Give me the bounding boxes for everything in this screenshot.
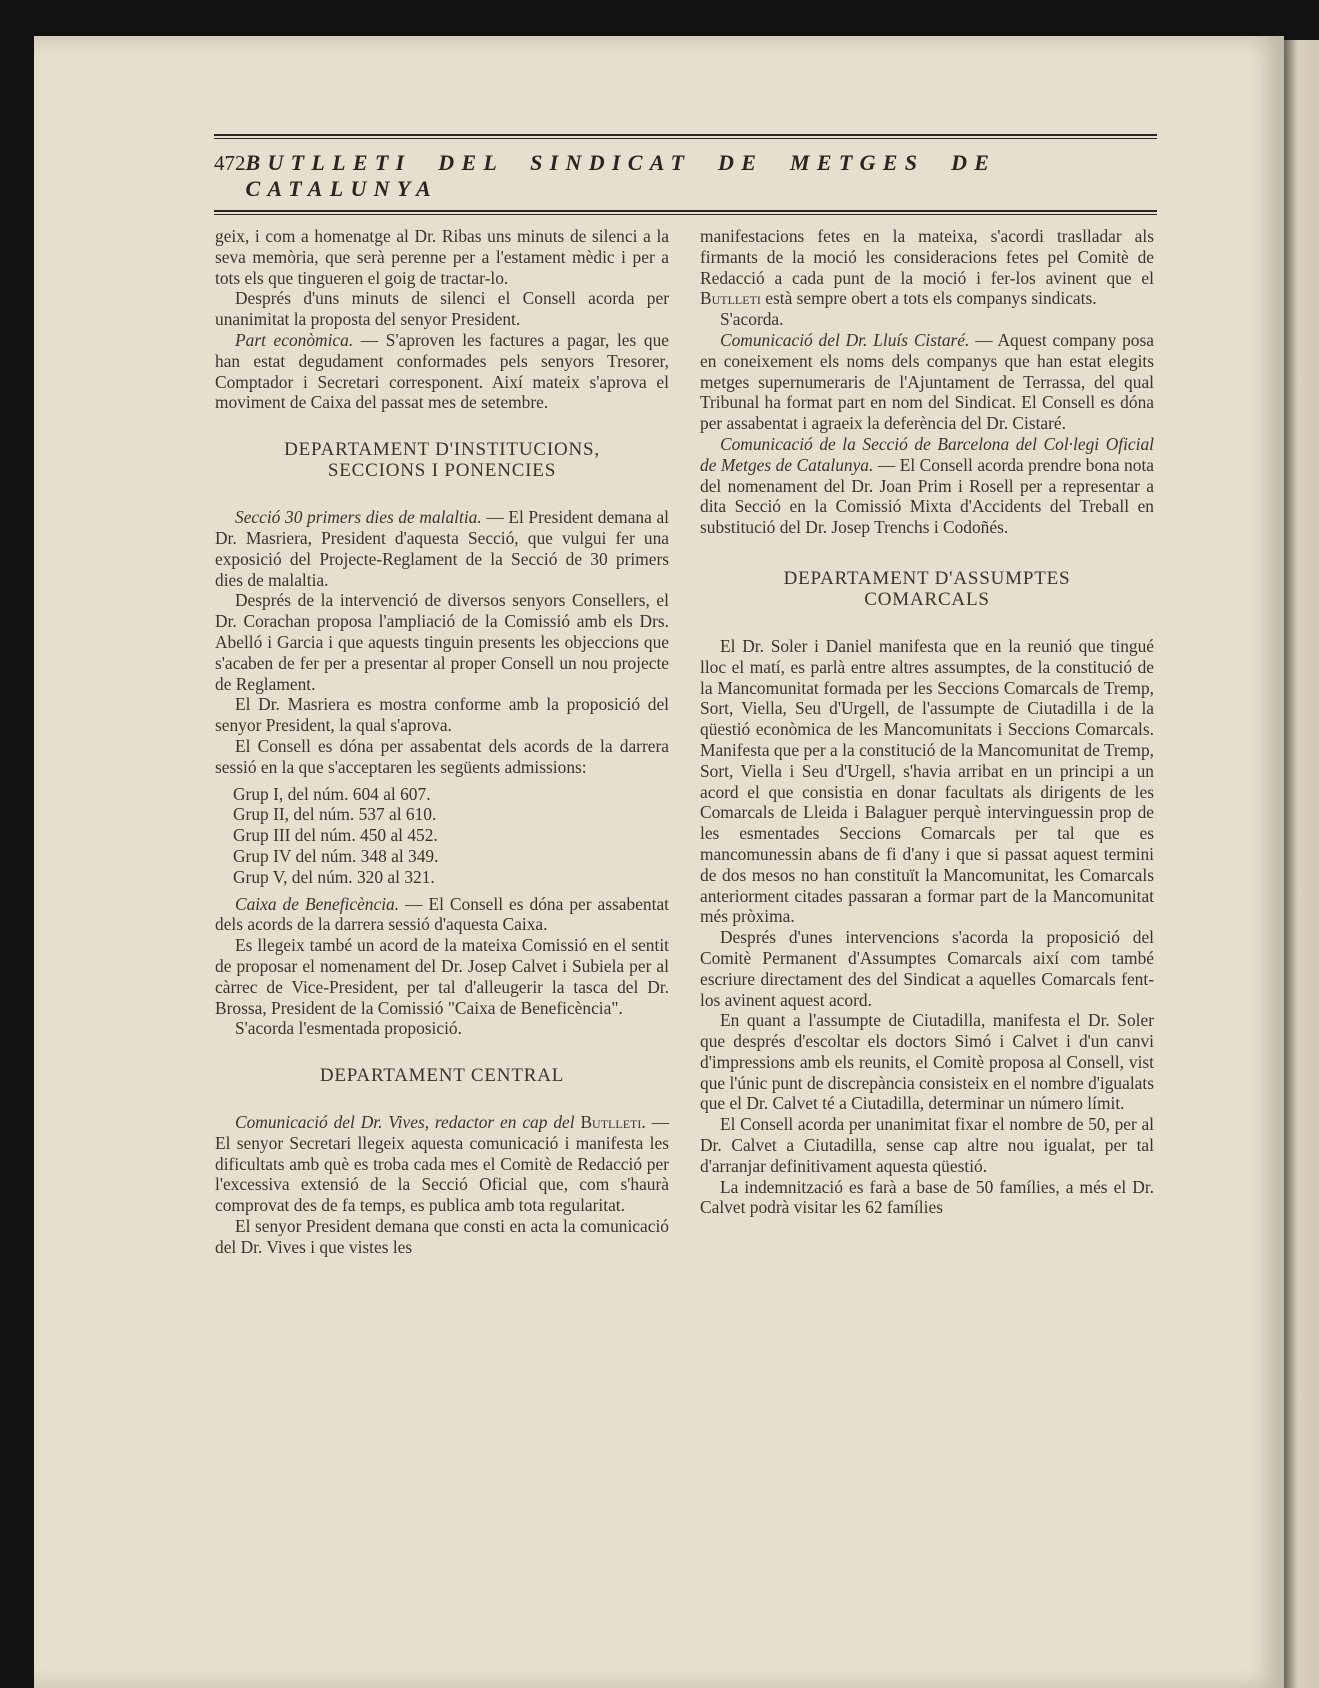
next-page-edge	[1284, 40, 1319, 1688]
paragraph	[700, 226, 1154, 309]
list-item: Grup II, del núm. 537 al 610.	[233, 804, 437, 825]
paragraph: Després d'unes intervencions s'acorda la proposició del Comitè Permanent d'Assumptes Comarcals així com també escriure directament des del Sindicat a aquelles Comarcals fent-los avinent aquest acord.	[700, 927, 1154, 1010]
paragraph: El Consell es dóna per assabentat dels acords de la darrera sessió en la que s'acceptaren les següents admissions:	[215, 735, 669, 777]
paragraph-heading: Caixa de Beneficència.	[235, 893, 400, 914]
paragraph: geix, i com a homenatge al Dr. Ribas uns minuts de silenci a la seva memòria, que serà perenne per a l'estament mèdic i per a tots els que tingueren el goig de tractar-lo.	[215, 226, 669, 288]
paragraph: El senyor President demana que consti en acta la comunicació del Dr. Vives i que vistes les	[215, 1216, 669, 1257]
admissions-list	[215, 784, 669, 888]
paragraph-body: està sempre obert a tots els companys sindicats.	[760, 288, 1097, 309]
paragraph: La indemnització es farà a base de 50 famílies, a més el Dr. Calvet podrà visitar les 62 famílies	[700, 1176, 1154, 1218]
paragraph-heading: Comunicació del Dr. Lluís Cistaré.	[720, 329, 970, 350]
paragraph-body: — El Consell es dóna per assabentat dels acords de la darrera sessió d'aquesta Caixa.	[215, 893, 669, 935]
paragraph	[215, 330, 669, 413]
paragraph: El Dr. Soler i Daniel manifesta que en la reunió que tingué lloc el matí, es parlà entre altres assumptes, de la constitució de la Mancomunitat formada per les Seccions Comarcals de Tremp, Sort, Viella, Seu d'Urgell, de l'assumpte de Ciutadilla i de la qüestió econòmica de les Mancomunitats i Seccions Comarcals. Manifesta que per a la constitució de la Mancomunitat de Tremp, Sort, Viella i Seu d'Urgell, s'havia arribat en un principi a un acord el que consistia en donar facultats als dirigents de les Comarcals de Lleida i Balaguer perquè intervinguessin prop de les esmentades Seccions Comarcals per tal que es mancomunessin abans de fi d'any i que si passat aquest termini de dos mesos no han constituït la Mancomunitat, les Comarcals anteriorment citades passaran a formar part de la Mancomunitat més pròxima.	[700, 635, 1154, 927]
right-column	[700, 226, 1154, 1218]
bulletin-name: Butlleti.	[580, 1112, 646, 1133]
paragraph-body: — El President demana al Dr. Masriera, President d'aquesta Secció, que vulgui fer una exposició del Projecte-Reglament de la Secció de 30 primers dies de malaltia.	[215, 507, 669, 590]
paragraph: Després d'uns minuts de silenci el Consell acorda per unanimitat la proposta del senyor President.	[215, 288, 669, 330]
department-heading-line: DEPARTAMENT D'ASSUMPTES	[783, 567, 1071, 589]
paragraph-body: — El Consell acorda prendre bona nota del nomenament del Dr. Joan Prim i Rosell per a representar a dita Secció en la Comissió Mixta d'Accidents del Treball en substitució del Dr. Josep Trenchs i Codoñés.	[700, 454, 1154, 538]
paragraph-heading: Secció 30 primers dies de malaltia.	[235, 507, 482, 528]
paragraph	[700, 434, 1154, 538]
department-heading-line: COMARCALS	[864, 588, 990, 610]
list-item: Grup I, del núm. 604 al 607.	[233, 783, 431, 804]
paragraph-heading: Comunicació del Dr. Vives, redactor en cap del	[235, 1112, 575, 1133]
left-column	[215, 226, 669, 1258]
list-item: Grup IV del núm. 348 al 349.	[233, 845, 439, 866]
paragraph: El Dr. Masriera es mostra conforme amb la proposició del senyor President, la qual s'aprova.	[215, 694, 669, 736]
department-heading	[700, 568, 1154, 610]
paragraph: S'acorda l'esmentada proposició.	[235, 1018, 462, 1039]
paragraph: S'acorda.	[720, 309, 784, 330]
department-heading: DEPARTAMENT CENTRAL	[319, 1065, 565, 1087]
list-item: Grup III del núm. 450 al 452.	[233, 825, 438, 846]
department-heading	[215, 439, 669, 481]
paragraph	[215, 1112, 669, 1216]
paragraph: Després de la intervenció de diversos senyors Consellers, el Dr. Corachan proposa l'ampliació de la Comissió amb els Drs. Abelló i Garcia i que aquests tinguin presents les objeccions que s'acaben de fer per a presentar al proper Consell un nou projecte de Reglament.	[215, 590, 669, 694]
paragraph-body: — El senyor Secretari llegeix aquesta comunicació i manifesta les dificultats amb què es troba cada mes el Comitè de Redacció per l'excessiva extensió de la Secció Oficial que, com s'haurà comprovat des de fa temps, es publica amb tota regularitat.	[215, 1112, 669, 1216]
page-number: 472	[214, 151, 246, 175]
paragraph	[215, 507, 669, 590]
paragraph-body: — S'aproven les factures a pagar, les que han estat degudament conformades pels senyors Tresorer, Comptador i Secretari corresponent. Així mateix s'aprova el moviment de Caixa del passat mes de setembre.	[215, 329, 669, 413]
paragraph: En quant a l'assumpte de Ciutadilla, manifesta el Dr. Soler que després d'escoltar els doctors Simó i Calvet i d'un canvi d'impressions amb els reunits, el Comitè proposa al Consell, vist que l'únic punt de discrepància consisteix en el nombre d'igualats que el Dr. Calvet té a Ciutadilla, determinar un número límit.	[700, 1010, 1154, 1114]
paragraph: El Consell acorda per unanimitat fixar el nombre de 50, per al Dr. Calvet a Ciutadilla, sense cap altre nou igualat, per tal d'arranjar definitivament aquesta qüestió.	[700, 1114, 1154, 1176]
paragraph-heading: Comunicació de la Secció de Barcelona del Col·legi Oficial de Metges de Catalunya.	[700, 433, 1154, 475]
department-heading-line: SECCIONS I PONENCIES	[327, 460, 557, 482]
header-line	[214, 150, 1157, 202]
paragraph-heading: Part econòmica.	[235, 329, 354, 350]
list-item: Grup V, del núm. 320 al 321.	[233, 866, 435, 887]
paragraph-body: — Aquest company posa en coneixement els noms dels companys que han estat elegits metges supernumeraris de l'Ajuntament de Terrassa, del qual Tribunal ha format part en nom del Sindicat. El Consell es dóna per assabentat i agraeix la deferència del Dr. Cistaré.	[700, 329, 1154, 434]
running-title: BUTLLETI DEL SINDICAT DE METGES DE CATALUNYA	[245, 150, 997, 201]
paragraph	[215, 894, 669, 936]
paragraph-body: manifestacions fetes en la mateixa, s'acordi traslladar als firmants de la moció les consideracions fetes pel Comitè de Redacció a cada punt de la moció i fer-los avinent que el	[700, 226, 1154, 288]
bulletin-name: Butlleti	[700, 288, 761, 309]
header-top-rule	[214, 134, 1157, 140]
header-bottom-rule	[214, 210, 1157, 216]
paragraph	[700, 330, 1154, 434]
page-header	[214, 134, 1157, 216]
department-heading-line: DEPARTAMENT D'INSTITUCIONS,	[284, 439, 600, 461]
paragraph: Es llegeix també un acord de la mateixa Comissió en el sentit de proposar el nomenament del Dr. Josep Calvet i Subiela per al càrrec de Vice-President, per tal d'alleugerir la tasca del Dr. Brossa, President de la Comissió "Caixa de Beneficència".	[215, 935, 669, 1018]
